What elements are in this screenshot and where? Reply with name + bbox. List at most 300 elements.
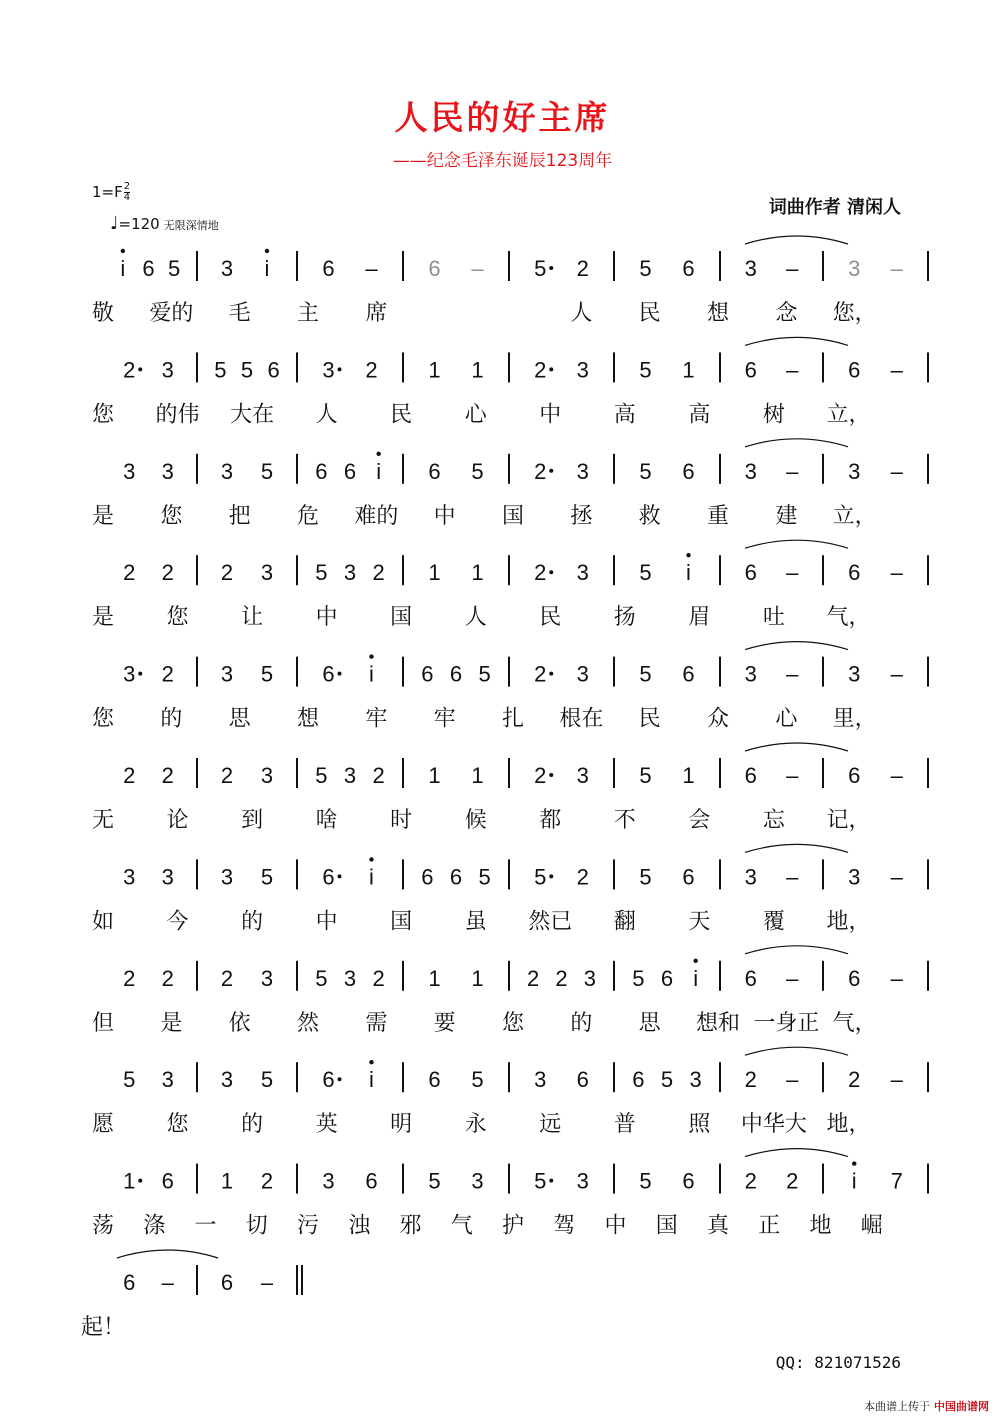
- note-numeral: 1: [471, 357, 484, 383]
- lyric-syllable: 一身正: [753, 1010, 820, 1036]
- note-numeral: 3: [576, 458, 589, 484]
- dash-symbol: –: [890, 661, 903, 687]
- lyric-syllable: 时: [390, 808, 413, 833]
- lyric-syllable: 记，: [826, 808, 871, 833]
- dash-symbol: –: [890, 458, 903, 484]
- note-numeral: 6: [682, 864, 695, 890]
- note-numeral: 6: [682, 256, 695, 281]
- lyric-syllable: 建: [775, 503, 798, 529]
- lyric-syllable: 您: [91, 402, 115, 428]
- note-numeral: 6: [142, 256, 155, 281]
- note-numeral: 1: [428, 763, 441, 788]
- lyric-syllable: 毛: [228, 301, 251, 326]
- note-numeral: 5: [260, 864, 274, 890]
- note-numeral: 2: [744, 1168, 757, 1194]
- lyric-syllable: 天: [688, 909, 711, 935]
- note-numeral: 3: [343, 560, 357, 586]
- augmentation-dot: [549, 1179, 553, 1183]
- note-numeral: 3: [260, 763, 274, 788]
- dash-symbol: –: [786, 560, 799, 586]
- lyric-syllable: 起！: [80, 1315, 126, 1340]
- lyric-syllable: 英: [315, 1112, 338, 1138]
- note-numeral: 6: [428, 256, 441, 281]
- dash-symbol: –: [786, 1067, 799, 1093]
- tie-arc: [745, 946, 848, 954]
- lyric-syllable: 国: [390, 605, 413, 631]
- note-numeral: 6: [744, 560, 757, 586]
- tie-arc: [745, 439, 848, 447]
- note-numeral: i: [851, 1168, 857, 1194]
- note-numeral: 3: [848, 864, 861, 890]
- lyric-syllable: 国: [501, 503, 525, 529]
- lyric-syllable: 涤: [143, 1213, 166, 1239]
- lyric-syllable: 明: [390, 1112, 413, 1138]
- footer-text: 本曲谱上传于: [864, 1400, 930, 1413]
- lyric-syllable: 想: [706, 301, 730, 326]
- lyric-syllable: 地，: [826, 909, 871, 935]
- tie-arc: [745, 1047, 848, 1055]
- expression-marking: 无限深情地: [163, 219, 219, 232]
- lyric-syllable: 人: [570, 301, 593, 326]
- augmentation-dot: [549, 266, 553, 270]
- song-subtitle: ——纪念毛泽东诞辰123周年: [392, 151, 613, 171]
- note-numeral: 6: [365, 1168, 378, 1194]
- note-numeral: 3: [576, 560, 589, 586]
- lyric-syllable: 扎: [501, 706, 525, 732]
- lyric-syllable: 敬: [91, 301, 115, 326]
- quarter-note-icon: ♩: [110, 213, 119, 234]
- lyric-syllable: 的: [570, 1010, 593, 1036]
- lyric-syllable: 普: [613, 1112, 636, 1138]
- note-numeral: 5: [315, 965, 328, 991]
- note-numeral: 2: [220, 763, 234, 788]
- note-numeral: 2: [161, 763, 174, 788]
- note-numeral: 3: [220, 458, 234, 484]
- lyric-syllable: 无: [91, 808, 115, 833]
- note-numeral: 2: [372, 965, 385, 991]
- note-numeral: 3: [583, 965, 596, 991]
- note-numeral: 6: [220, 1270, 234, 1295]
- note-numeral: 2: [123, 357, 136, 383]
- note-numeral: 3: [220, 256, 234, 281]
- dash-symbol: –: [890, 965, 903, 991]
- lyric-syllable: 永: [464, 1112, 487, 1138]
- lyric-syllable: 人: [464, 605, 487, 631]
- lyric-syllable: 思: [228, 706, 251, 732]
- tie-arc: [117, 1250, 218, 1258]
- note-numeral: 5: [639, 763, 652, 788]
- augmentation-dot: [338, 1077, 342, 1081]
- note-numeral: 2: [365, 357, 378, 383]
- augmentation-dot: [338, 874, 342, 878]
- note-numeral: 2: [123, 763, 136, 788]
- lyric-syllable: 国: [390, 909, 413, 935]
- lyric-syllable: 到: [241, 808, 264, 833]
- lyric-syllable: 是: [91, 503, 115, 529]
- octave-dot: [376, 452, 380, 456]
- lyric-syllable: 想: [296, 706, 320, 732]
- note-numeral: 2: [123, 560, 136, 586]
- dash-symbol: –: [786, 763, 799, 788]
- lyric-syllable: 的: [241, 909, 264, 935]
- lyric-syllable: 根在: [559, 706, 604, 732]
- octave-dot: [265, 249, 269, 253]
- tie-arc: [745, 540, 848, 548]
- octave-dot: [852, 1161, 856, 1165]
- dash-symbol: –: [786, 965, 799, 991]
- lyric-syllable: 地，: [826, 1112, 871, 1138]
- dash-symbol: –: [890, 864, 903, 890]
- note-numeral: 3: [220, 864, 234, 890]
- lyric-syllable: 中: [604, 1213, 627, 1239]
- augmentation-dot: [549, 874, 553, 878]
- lyric-syllable: 您: [501, 1010, 525, 1036]
- note-numeral: 5: [632, 965, 645, 991]
- lyric-syllable: 一: [194, 1213, 217, 1239]
- lyric-syllable: 中: [433, 503, 456, 529]
- note-numeral: 6: [576, 1067, 589, 1093]
- note-numeral: 3: [260, 560, 274, 586]
- note-numeral: 5: [660, 1067, 674, 1093]
- note-numeral: 2: [220, 965, 234, 991]
- lyric-syllable: 您，: [832, 301, 877, 326]
- note-numeral: 3: [576, 357, 589, 383]
- lyric-syllable: 护: [501, 1213, 525, 1239]
- lyric-syllable: 是: [160, 1010, 183, 1036]
- tempo-value: =120: [118, 215, 160, 233]
- lyric-syllable: 邪: [399, 1213, 422, 1239]
- note-numeral: 5: [214, 357, 227, 383]
- note-numeral: 5: [471, 458, 484, 484]
- note-numeral: 3: [260, 965, 274, 991]
- note-numeral: 2: [260, 1168, 274, 1194]
- lyric-syllable: 扬: [613, 605, 636, 631]
- note-numeral: 5: [260, 661, 274, 687]
- augmentation-dot: [138, 1179, 142, 1183]
- lyric-syllable: 但: [91, 1010, 115, 1036]
- lyric-syllable: 如: [91, 909, 115, 935]
- lyric-syllable: 您: [160, 503, 183, 529]
- note-numeral: 7: [890, 1168, 903, 1194]
- note-numeral: 6: [682, 661, 695, 687]
- note-numeral: 2: [534, 458, 547, 484]
- note-numeral: 6: [322, 256, 335, 281]
- note-numeral: 3: [322, 357, 335, 383]
- note-numeral: 1: [220, 1168, 234, 1194]
- lyric-syllable: 候: [464, 808, 487, 833]
- note-numeral: 2: [744, 1067, 757, 1093]
- lyric-syllable: 都: [539, 808, 562, 833]
- lyric-syllable: 论: [166, 808, 189, 833]
- note-numeral: 2: [161, 965, 174, 991]
- lyric-syllable: 翻: [613, 909, 636, 935]
- note-numeral: 6: [421, 661, 434, 687]
- tie-arc: [745, 844, 848, 852]
- lyric-syllable: 中华大: [740, 1112, 807, 1138]
- lyric-syllable: 立，: [826, 402, 871, 428]
- lyric-syllable: 中: [539, 402, 562, 428]
- note-numeral: 3: [161, 458, 174, 484]
- lyric-syllable: 忘: [762, 808, 785, 833]
- dash-symbol: –: [471, 256, 484, 281]
- note-numeral: 6: [660, 965, 674, 991]
- augmentation-dot: [549, 367, 553, 371]
- note-numeral: 6: [161, 1168, 174, 1194]
- lyric-syllable: 地: [809, 1213, 832, 1239]
- note-numeral: 6: [744, 763, 757, 788]
- lyric-syllable: 的伟: [155, 402, 200, 428]
- augmentation-dot: [549, 773, 553, 777]
- note-numeral: 6: [848, 965, 861, 991]
- note-numeral: 3: [576, 763, 589, 788]
- lyric-syllable: 中: [315, 605, 338, 631]
- tie-arc: [745, 642, 848, 650]
- lyric-syllable: 里，: [832, 706, 877, 732]
- note-numeral: 6: [682, 458, 695, 484]
- note-numeral: 5: [534, 864, 547, 890]
- lyric-syllable: 树: [762, 402, 785, 428]
- note-numeral: 5: [639, 357, 652, 383]
- note-numeral: 5: [639, 1168, 652, 1194]
- lyric-syllable: 立，: [832, 503, 877, 529]
- note-numeral: 6: [632, 1067, 645, 1093]
- lyric-syllable: 危: [296, 503, 320, 529]
- dash-symbol: –: [365, 256, 378, 281]
- note-numeral: 1: [471, 763, 484, 788]
- note-numeral: 3: [689, 1067, 702, 1093]
- lyric-syllable: 高: [613, 402, 636, 428]
- note-numeral: 1: [471, 965, 484, 991]
- note-numeral: 3: [220, 1067, 234, 1093]
- note-numeral: 6: [428, 458, 441, 484]
- note-numeral: 3: [576, 1168, 589, 1194]
- note-numeral: 5: [260, 1067, 274, 1093]
- tie-arc: [745, 337, 848, 345]
- note-numeral: 3: [123, 661, 136, 687]
- lyric-syllable: 崛: [860, 1213, 883, 1239]
- note-numeral: 5: [639, 864, 652, 890]
- lyric-syllable: 需: [365, 1010, 388, 1036]
- note-numeral: i: [264, 256, 270, 281]
- key-label: 1=F: [92, 183, 123, 201]
- note-numeral: 3: [123, 864, 136, 890]
- octave-dot: [369, 857, 373, 861]
- note-numeral: 2: [534, 560, 547, 586]
- lyric-syllable: 正: [758, 1213, 781, 1239]
- note-numeral: 2: [372, 763, 385, 788]
- lyric-syllable: 国: [655, 1213, 678, 1239]
- note-numeral: 2: [372, 560, 385, 586]
- note-numeral: 6: [428, 1067, 441, 1093]
- contact-qq: QQ: 821071526: [775, 1353, 901, 1372]
- note-numeral: 3: [848, 661, 861, 687]
- note-numeral: 6: [343, 458, 357, 484]
- dash-symbol: –: [786, 256, 799, 281]
- lyric-syllable: 气: [450, 1213, 473, 1239]
- note-numeral: 6: [421, 864, 434, 890]
- note-numeral: 3: [343, 763, 357, 788]
- tie-arc: [745, 236, 848, 244]
- note-numeral: 1: [428, 560, 441, 586]
- note-numeral: 2: [848, 1067, 861, 1093]
- augmentation-dot: [138, 672, 142, 676]
- note-numeral: 1: [682, 763, 695, 788]
- dash-symbol: –: [786, 864, 799, 890]
- dash-symbol: –: [786, 661, 799, 687]
- lyric-syllable: 民: [539, 605, 562, 631]
- note-numeral: 3: [161, 864, 174, 890]
- augmentation-dot: [138, 367, 142, 371]
- lyric-syllable: 思: [638, 1010, 661, 1036]
- lyric-syllable: 救: [638, 503, 661, 529]
- note-numeral: 6: [848, 357, 861, 383]
- lyric-syllable: 荡: [91, 1213, 115, 1239]
- note-numeral: 5: [639, 256, 652, 281]
- octave-dot: [369, 654, 373, 658]
- note-numeral: 6: [848, 763, 861, 788]
- dash-symbol: –: [890, 763, 903, 788]
- tie-arc: [745, 1149, 848, 1157]
- note-numeral: 6: [322, 1067, 335, 1093]
- lyric-syllable: 中: [315, 909, 338, 935]
- tie-arc: [745, 743, 848, 751]
- note-numeral: 6: [315, 458, 328, 484]
- octave-dot: [686, 553, 690, 557]
- lyric-syllable: 虽: [464, 909, 487, 935]
- note-numeral: 2: [534, 661, 547, 687]
- note-numeral: i: [369, 661, 374, 687]
- lyric-syllable: 切: [245, 1213, 268, 1239]
- note-numeral: 3: [534, 1067, 547, 1093]
- note-numeral: 6: [267, 357, 280, 383]
- lyric-syllable: 民: [390, 402, 413, 428]
- note-numeral: 5: [123, 1067, 136, 1093]
- author-credit: 词曲作者 清闲人: [768, 197, 901, 218]
- lyric-syllable: 让: [241, 605, 264, 631]
- dash-symbol: –: [890, 256, 903, 281]
- note-numeral: 5: [639, 661, 652, 687]
- note-numeral: 2: [123, 965, 136, 991]
- octave-dot: [121, 249, 125, 253]
- note-numeral: 6: [449, 661, 463, 687]
- note-numeral: 1: [428, 357, 441, 383]
- note-numeral: 5: [639, 458, 652, 484]
- octave-dot: [693, 959, 697, 963]
- lyric-syllable: 眉: [688, 605, 711, 631]
- note-numeral: 5: [471, 1067, 484, 1093]
- lyric-syllable: 民: [638, 301, 661, 326]
- lyric-syllable: 众: [706, 706, 730, 732]
- note-numeral: 2: [161, 661, 174, 687]
- note-numeral: i: [693, 965, 699, 991]
- dash-symbol: –: [786, 357, 799, 383]
- note-numeral: 3: [744, 864, 757, 890]
- augmentation-dot: [549, 672, 553, 676]
- note-numeral: 6: [682, 1168, 695, 1194]
- footer-credit: [864, 1398, 989, 1414]
- note-numeral: 3: [322, 1168, 335, 1194]
- lyric-syllable: 不: [613, 808, 636, 833]
- note-numeral: 5: [478, 864, 491, 890]
- lyric-syllable: 心: [775, 706, 798, 732]
- note-numeral: 3: [220, 661, 234, 687]
- note-numeral: 5: [168, 256, 181, 281]
- lyric-syllable: 气，: [826, 605, 871, 631]
- song-title: 人民的好主席: [394, 98, 611, 137]
- lyric-syllable: 会: [688, 808, 711, 833]
- note-numeral: 3: [576, 661, 589, 687]
- augmentation-dot: [338, 672, 342, 676]
- lyric-syllable: 大在: [230, 402, 275, 428]
- lyric-syllable: 远: [539, 1112, 562, 1138]
- note-numeral: 2: [786, 1168, 799, 1194]
- lyric-syllable: 您: [91, 706, 115, 732]
- lyric-syllable: 愿: [91, 1112, 115, 1138]
- lyric-syllable: 拯: [570, 503, 593, 529]
- note-numeral: 3: [848, 256, 861, 281]
- note-numeral: 6: [322, 864, 335, 890]
- lyric-syllable: 然已: [528, 909, 573, 935]
- dash-symbol: –: [161, 1270, 174, 1295]
- note-numeral: i: [686, 560, 691, 586]
- lyric-syllable: 今: [166, 909, 189, 935]
- note-numeral: 6: [848, 560, 861, 586]
- note-numeral: 3: [161, 357, 174, 383]
- lyric-syllable: 覆: [762, 909, 785, 935]
- dash-symbol: –: [260, 1270, 274, 1295]
- lyric-syllable: 是: [91, 605, 115, 631]
- lyric-syllable: 念: [775, 301, 798, 326]
- note-numeral: 5: [240, 357, 254, 383]
- lyric-syllable: 席: [365, 301, 388, 326]
- note-numeral: 3: [343, 965, 357, 991]
- augmentation-dot: [338, 367, 342, 371]
- note-numeral: 2: [555, 965, 568, 991]
- site-logo: 中国曲谱网: [934, 1400, 989, 1413]
- note-numeral: 5: [478, 661, 491, 687]
- note-numeral: 6: [123, 1270, 136, 1295]
- dash-symbol: –: [890, 357, 903, 383]
- note-numeral: 1: [428, 965, 441, 991]
- note-numeral: 1: [682, 357, 695, 383]
- note-numeral: 2: [220, 560, 234, 586]
- note-numeral: i: [120, 256, 126, 281]
- lyric-syllable: 重: [706, 503, 730, 529]
- lyric-syllable: 高: [688, 402, 711, 428]
- lyric-syllable: 照: [688, 1112, 711, 1138]
- note-numeral: 3: [161, 1067, 174, 1093]
- lyric-syllable: 牢: [365, 706, 388, 732]
- lyric-syllable: 浊: [348, 1213, 371, 1239]
- note-numeral: 6: [744, 965, 757, 991]
- octave-dot: [369, 1060, 373, 1064]
- note-numeral: 5: [639, 560, 652, 586]
- lyric-syllable: 人: [315, 402, 338, 428]
- lyric-syllable: 啥: [315, 808, 338, 833]
- note-numeral: 5: [315, 763, 328, 788]
- lyric-syllable: 把: [228, 503, 251, 529]
- lyric-syllable: 要: [433, 1010, 456, 1036]
- note-numeral: 3: [744, 256, 757, 281]
- note-numeral: 3: [744, 458, 757, 484]
- note-numeral: 2: [534, 763, 547, 788]
- note-numeral: 5: [534, 256, 547, 281]
- note-numeral: 5: [534, 1168, 547, 1194]
- augmentation-dot: [549, 469, 553, 473]
- note-numeral: 3: [471, 1168, 484, 1194]
- note-numeral: 2: [527, 965, 540, 991]
- note-numeral: 5: [428, 1168, 441, 1194]
